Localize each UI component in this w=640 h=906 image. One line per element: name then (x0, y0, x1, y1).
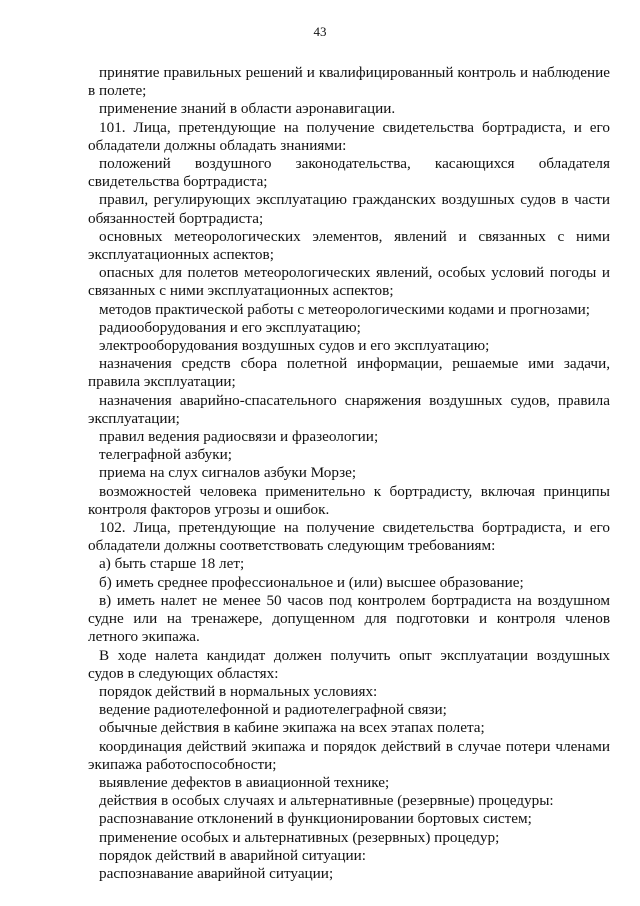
paragraph: правил ведения радиосвязи и фразеологии; (99, 428, 379, 446)
paragraph: правил, регулирующих эксплуатацию гражданских воздушных судов в части обязанностей бортрадиста; (88, 191, 610, 227)
document-body (88, 64, 610, 883)
paragraph: распознавание отклонений в функционировании бортовых систем; (99, 810, 532, 828)
paragraph: применение знаний в области аэронавигации. (99, 100, 396, 118)
paragraph: телеграфной азбуки; (99, 446, 232, 464)
paragraph: 101. Лица, претендующие на получение свидетельства бортрадиста, и его обладатели должны обладать знаниями: (88, 118, 610, 154)
paragraph: методов практической работы с метеорологическими кодами и прогнозами; (99, 300, 590, 318)
paragraph: действия в особых случаях и альтернативные (резервные) процедуры: (99, 792, 554, 810)
paragraph: ведение радиотелефонной и радиотелеграфной связи; (99, 701, 447, 719)
paragraph: 102. Лица, претендующие на получение свидетельства бортрадиста, и его обладатели должны соответствовать следующим требованиям: (88, 519, 610, 555)
paragraph: В ходе налета кандидат должен получить опыт эксплуатации воздушных судов в следующих областях: (88, 646, 610, 682)
paragraph: опасных для полетов метеорологических явлений, особых условий погоды и связанных с ними эксплуатационных аспектов; (88, 264, 610, 300)
paragraph: возможностей человека применительно к бортрадисту, включая принципы контроля факторов угрозы и ошибок. (88, 482, 610, 518)
paragraph: положений воздушного законодательства, касающихся обладателя свидетельства бортрадиста; (88, 155, 610, 191)
page-number: 43 (313, 24, 327, 39)
paragraph: порядок действий в аварийной ситуации: (99, 846, 366, 864)
paragraph: электрооборудования воздушных судов и его эксплуатацию; (99, 337, 490, 355)
paragraph: радиооборудования и его эксплуатацию; (99, 318, 361, 336)
paragraph: распознавание аварийной ситуации; (99, 864, 334, 882)
paragraph: применение особых и альтернативных (резервных) процедур; (99, 828, 500, 846)
paragraph: в) иметь налет не менее 50 часов под контролем бортрадиста на воздушном судне или на тренажере, допущенном для подготовки и контроля членов летного экипажа. (88, 591, 610, 646)
paragraph: основных метеорологических элементов, явлений и связанных с ними эксплуатационных аспектов; (88, 227, 610, 264)
paragraph: порядок действий в нормальных условиях: (99, 682, 378, 700)
paragraph: приема на слух сигналов азбуки Морзе; (99, 464, 357, 482)
paragraph: координация действий экипажа и порядок действий в случае потери членами экипажа работоспособности; (88, 737, 610, 773)
paragraph: б) иметь среднее профессиональное и (или) высшее образование; (99, 573, 524, 591)
paragraph: назначения средств сбора полетной информации, решаемые ими задачи, правила эксплуатации; (88, 355, 610, 391)
paragraph: а) быть старше 18 лет; (99, 555, 245, 573)
paragraph: выявление дефектов в авиационной технике; (99, 773, 390, 791)
paragraph: назначения аварийно-спасательного снаряжения воздушных судов, правила эксплуатации; (88, 391, 610, 427)
paragraph: обычные действия в кабине экипажа на всех этапах полета; (99, 719, 485, 737)
paragraph: принятие правильных решений и квалифицированный контроль и наблюдение в полете; (88, 64, 610, 100)
